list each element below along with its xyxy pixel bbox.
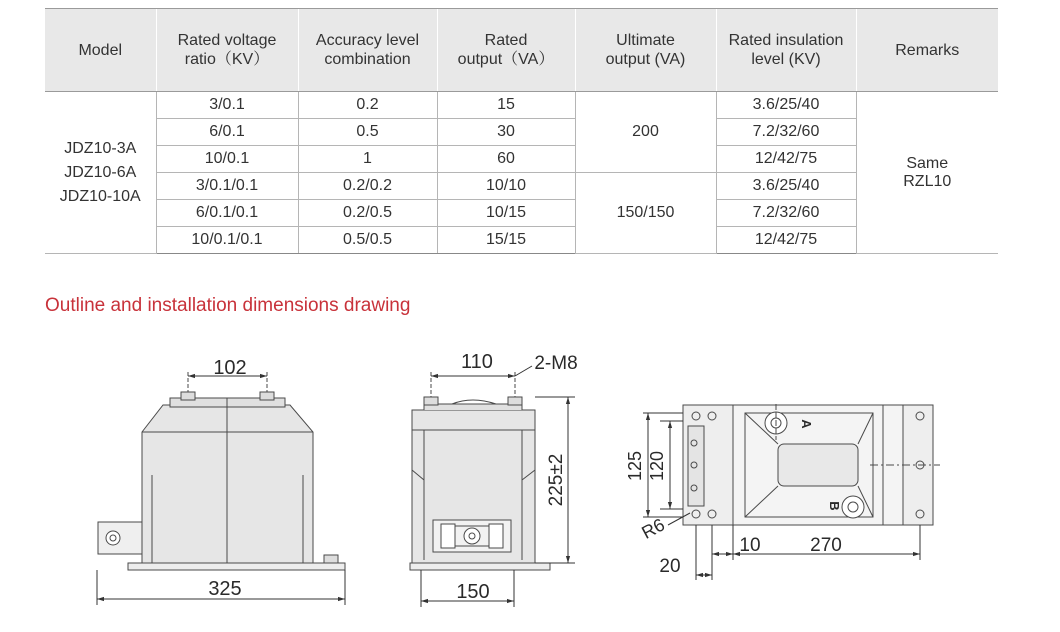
- plan-dim-125-label: 125: [625, 450, 645, 482]
- accuracy-cell: 0.2/0.2: [298, 173, 437, 200]
- ultimate-output-cell: 200: [575, 92, 716, 173]
- insulation-cell: 3.6/25/40: [716, 173, 856, 200]
- accuracy-cell: 1: [298, 146, 437, 173]
- header-rated-output: Rated output（VA）: [437, 9, 575, 92]
- header-insulation: Rated insulation level (KV): [716, 9, 856, 92]
- table-row: [45, 146, 998, 173]
- table-row: [45, 173, 998, 200]
- plan-radius-label: R6: [638, 514, 669, 543]
- side-view: [410, 372, 550, 570]
- plan-dim-20-label: 20: [659, 556, 681, 577]
- spec-table: [45, 8, 998, 254]
- ultimate-output-cell: 150/150: [575, 173, 716, 254]
- side-top-width-label: 110: [461, 351, 493, 373]
- output-cell: 15: [437, 92, 575, 119]
- table-row: [45, 227, 998, 254]
- output-cell: 15/15: [437, 227, 575, 254]
- ratio-cell: 6/0.1/0.1: [156, 200, 298, 227]
- dimension-drawing: [0, 340, 1060, 632]
- remarks-cell: Same RZL10: [856, 92, 998, 254]
- insulation-cell: 3.6/25/40: [716, 92, 856, 119]
- output-cell: 10/15: [437, 200, 575, 227]
- header-remarks: Remarks: [856, 9, 998, 92]
- insulation-cell: 7.2/32/60: [716, 119, 856, 146]
- bolt-spec-label: 2-M8: [534, 353, 578, 374]
- side-base-width-label: 150: [456, 581, 490, 603]
- accuracy-cell: 0.5: [298, 119, 437, 146]
- section-title: Outline and installation dimensions drawing: [45, 295, 411, 316]
- front-base-width-label: 325: [208, 578, 242, 600]
- plan-dim-270-label: 270: [810, 535, 842, 556]
- table-header-row: [45, 9, 998, 92]
- accuracy-cell: 0.2/0.5: [298, 200, 437, 227]
- front-top-width-label: 102: [213, 357, 247, 379]
- plan-dim-120-label: 120: [647, 450, 667, 482]
- ratio-cell: 10/0.1/0.1: [156, 227, 298, 254]
- ratio-cell: 3/0.1/0.1: [156, 173, 298, 200]
- terminal-a-label: A: [799, 419, 814, 429]
- ratio-cell: 3/0.1: [156, 92, 298, 119]
- model-list-cell: JDZ10-3A JDZ10-6A JDZ10-10A: [45, 92, 156, 254]
- header-voltage-ratio: Rated voltage ratio（KV）: [156, 9, 298, 92]
- plan-dim-10-label: 10: [739, 535, 761, 556]
- accuracy-cell: 0.2: [298, 92, 437, 119]
- side-height-label: 225±2: [546, 453, 567, 507]
- header-model: Model: [45, 9, 156, 92]
- header-ultimate-output: Ultimate output (VA): [575, 9, 716, 92]
- table-row: [45, 200, 998, 227]
- terminal-b-label: B: [827, 501, 842, 511]
- accuracy-cell: 0.5/0.5: [298, 227, 437, 254]
- output-cell: 30: [437, 119, 575, 146]
- ratio-cell: 6/0.1: [156, 119, 298, 146]
- output-cell: 60: [437, 146, 575, 173]
- header-accuracy: Accuracy level combination: [298, 9, 437, 92]
- insulation-cell: 7.2/32/60: [716, 200, 856, 227]
- insulation-cell: 12/42/75: [716, 227, 856, 254]
- table-row: [45, 119, 998, 146]
- output-cell: 10/10: [437, 173, 575, 200]
- ratio-cell: 10/0.1: [156, 146, 298, 173]
- table-row: [45, 92, 998, 119]
- insulation-cell: 12/42/75: [716, 146, 856, 173]
- front-view: [98, 372, 345, 570]
